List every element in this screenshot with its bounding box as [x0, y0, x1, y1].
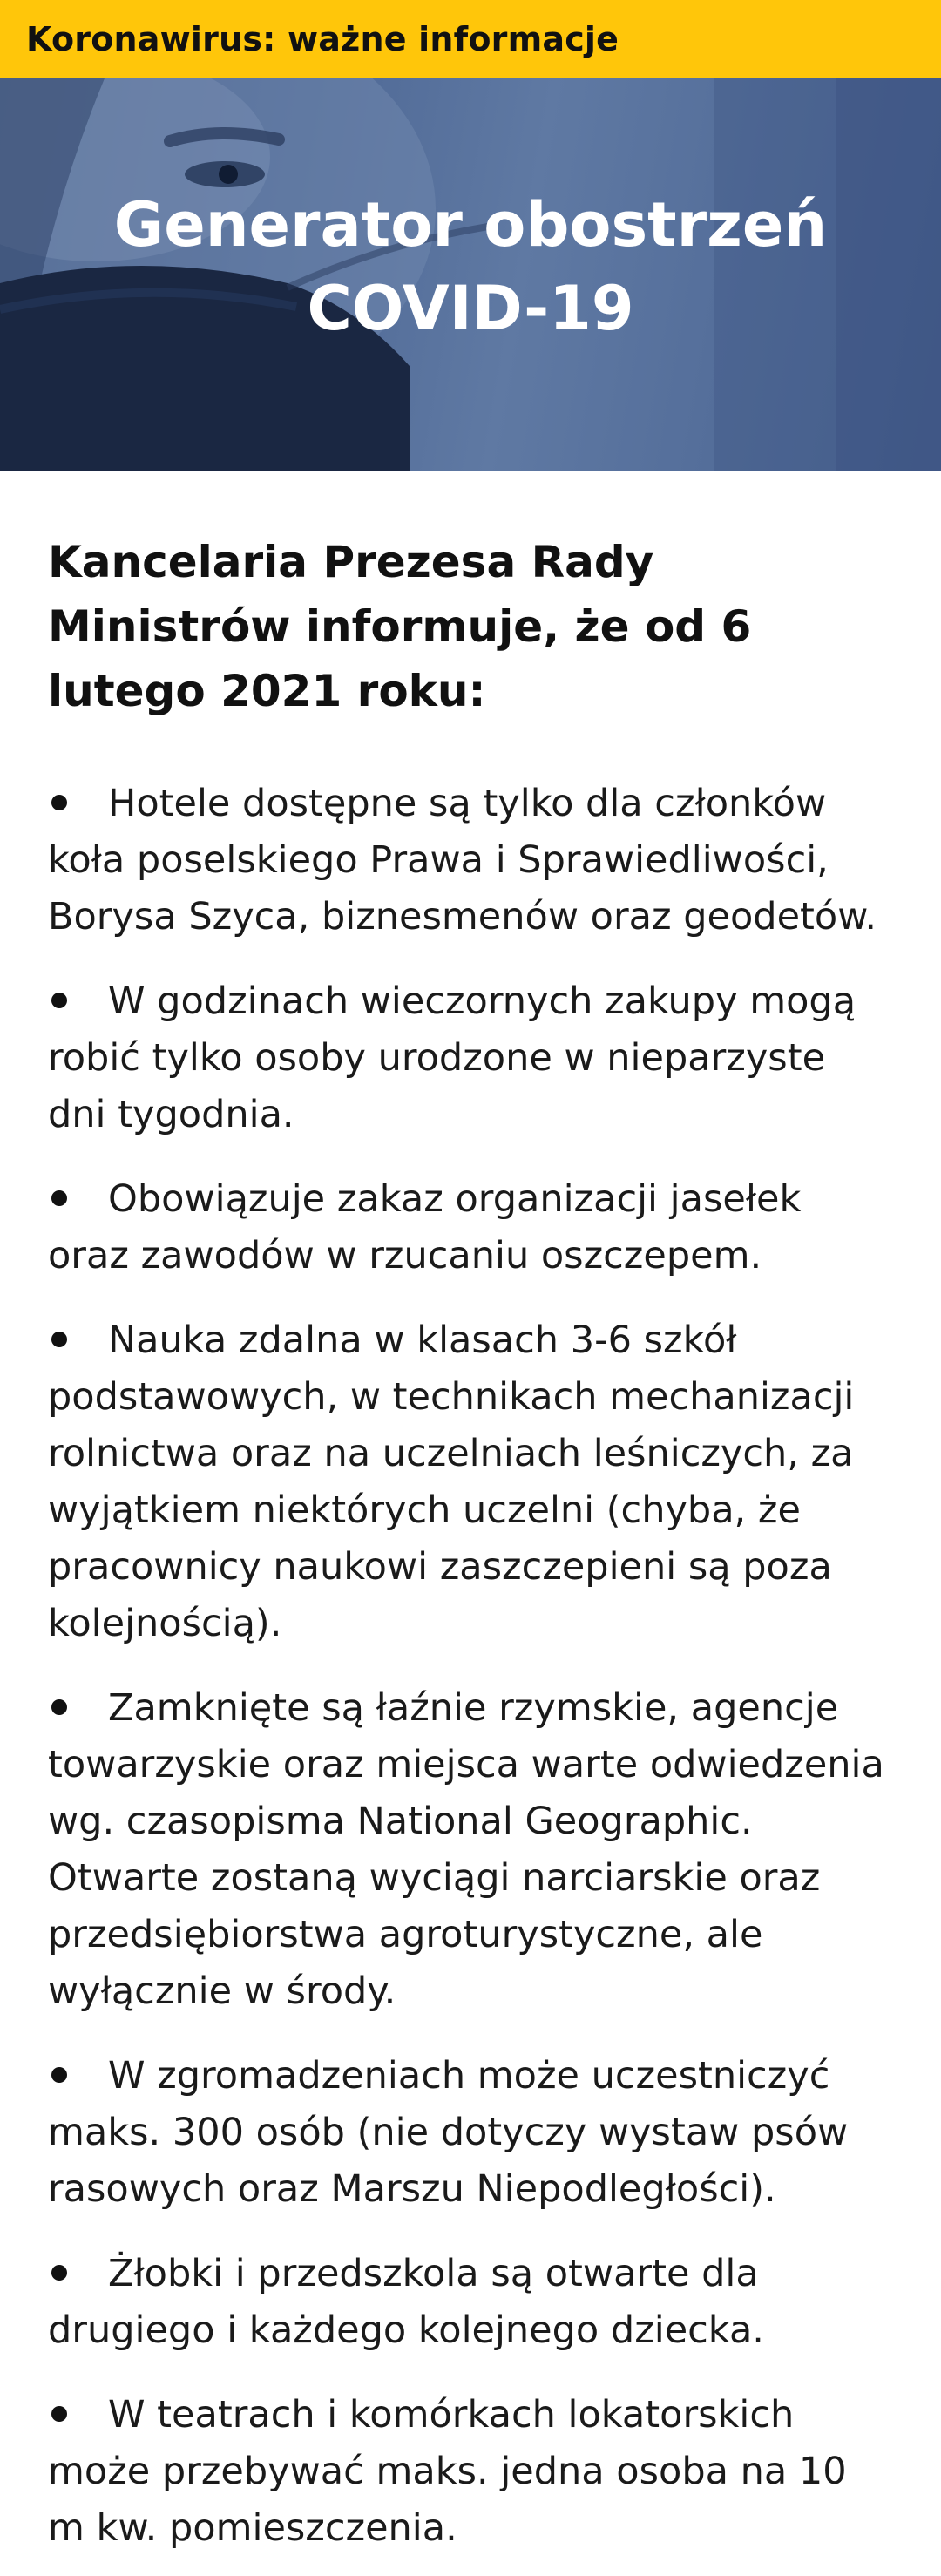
- hero-banner: [0, 78, 941, 471]
- restrictions-list: [48, 776, 893, 2557]
- list-item: [48, 2387, 893, 2557]
- rule-text: Nauka zdalna w klasach 3-6 szkół podstawowych, w technikach mechanizacji rolnictwa oraz na uczelniach leśniczych, za wyjątkiem niektórych uczelni (chyba, że pracownicy naukowi zaszczepieni są poza kolejnością).: [48, 1319, 855, 1645]
- covid-info-link[interactable]: Koronawirus: ważne informacje: [26, 20, 619, 58]
- list-item: [48, 1312, 893, 1652]
- main-content: [0, 471, 941, 2576]
- rule-text: Żłobki i przedszkola są otwarte dla drugiego i każdego kolejnego dziecka.: [48, 2252, 764, 2352]
- intro-heading: Kancelaria Prezesa Rady Ministrów informuje, że od 6 lutego 2021 roku:: [48, 537, 752, 716]
- list-item: [48, 776, 893, 946]
- list-item: [48, 973, 893, 1143]
- bullet-icon: [51, 795, 67, 810]
- bullet-icon: [51, 2406, 67, 2422]
- rule-text: Hotele dostępne są tylko dla członków koła poselskiego Prawa i Sprawiedliwości, Borysa Szyca, biznesmenów oraz geodetów.: [48, 782, 877, 939]
- bullet-icon: [51, 1699, 67, 1715]
- rule-text: Zamknięte są łaźnie rzymskie, agencje towarzyskie oraz miejsca warte odwiedzenia wg. czasopisma National Geographic. Otwarte zostaną wyciągi narciarskie oraz przedsiębiorstwa agroturystyczne, ale wyłącznie w środy.: [48, 1686, 884, 2013]
- bullet-icon: [51, 2067, 67, 2083]
- list-item: [48, 1171, 893, 1285]
- rule-text: W zgromadzeniach może uczestniczyć maks. 300 osób (nie dotyczy wystaw psów rasowych oraz Marszu Niepodległości).: [48, 2054, 849, 2211]
- covid-info-bar[interactable]: [0, 0, 941, 78]
- rule-text: W teatrach i komórkach lokatorskich może przebywać maks. jedna osoba na 10 m kw. pomieszczenia.: [48, 2393, 847, 2550]
- bullet-icon: [51, 1190, 67, 1206]
- rule-text: W godzinach wieczornych zakupy mogą robić tylko osoby urodzone w nieparzyste dni tygodnia.: [48, 980, 856, 1136]
- bullet-icon: [51, 1332, 67, 1347]
- bullet-icon: [51, 2265, 67, 2281]
- page-title-line-1: Generator obostrzeń: [113, 189, 828, 261]
- page-title: [0, 183, 941, 350]
- rule-text: Obowiązuje zakaz organizacji jasełek oraz zawodów w rzucaniu oszczepem.: [48, 1177, 802, 1278]
- list-item: [48, 1680, 893, 2020]
- page-title-line-2: COVID-19: [307, 273, 634, 344]
- bullet-icon: [51, 993, 67, 1008]
- list-item: [48, 2048, 893, 2218]
- list-item: [48, 2246, 893, 2359]
